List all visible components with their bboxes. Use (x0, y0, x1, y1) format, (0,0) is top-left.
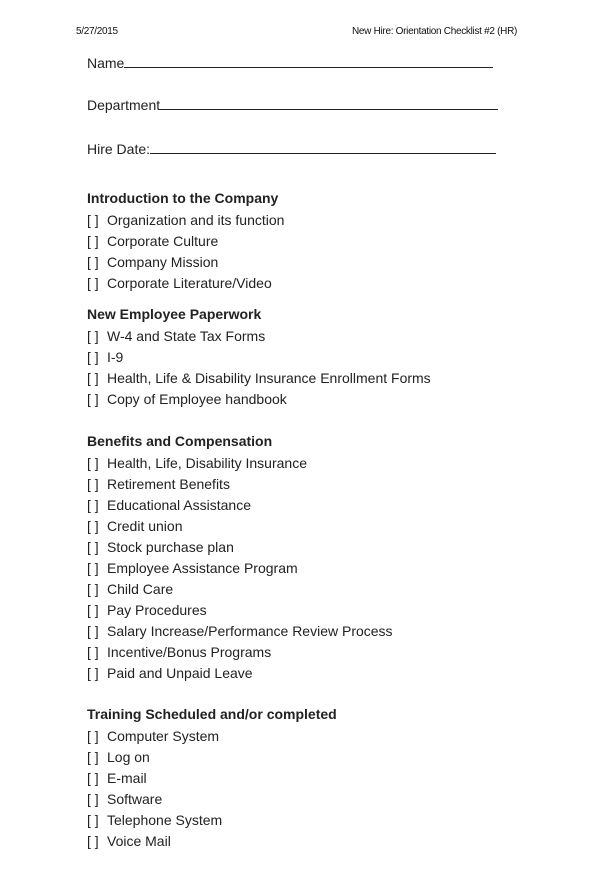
checklist-item[interactable] (87, 579, 393, 600)
checklist-item-label: Health, Life, Disability Insurance (107, 455, 307, 471)
checklist-item[interactable] (87, 558, 393, 579)
checkbox[interactable]: [ ] (87, 581, 99, 597)
checklist-item-label: Incentive/Bonus Programs (107, 644, 272, 660)
checklist-item-label: Computer System (107, 728, 220, 744)
checkbox[interactable]: [ ] (87, 275, 99, 291)
department-label: Department (87, 97, 161, 113)
checklist-item-label: Telephone System (107, 812, 223, 828)
section-training (87, 704, 337, 852)
checkbox[interactable]: [ ] (87, 455, 99, 471)
checklist-item[interactable] (87, 347, 431, 368)
hire-date-blank-line[interactable] (150, 139, 496, 154)
checkbox[interactable]: [ ] (87, 833, 99, 849)
checklist-item-label: Employee Assistance Program (107, 560, 298, 576)
checklist-item-label: Software (107, 791, 163, 807)
checklist-item-label: I-9 (107, 349, 124, 365)
document-header-title: New Hire: Orientation Checklist #2 (HR) (352, 26, 518, 37)
checklist-item[interactable] (87, 768, 337, 789)
checkbox[interactable]: [ ] (87, 623, 99, 639)
checklist-item-label: Educational Assistance (107, 497, 251, 513)
checklist-item[interactable] (87, 810, 337, 831)
checkbox[interactable]: [ ] (87, 812, 99, 828)
name-label: Name (87, 55, 125, 71)
checklist-item[interactable] (87, 621, 393, 642)
checklist-item-label: Corporate Literature/Video (107, 275, 272, 291)
checkbox[interactable]: [ ] (87, 539, 99, 555)
department-blank-line[interactable] (160, 95, 498, 110)
print-date: 5/27/2015 (76, 26, 118, 37)
checkbox[interactable]: [ ] (87, 370, 99, 386)
checklist-item-label: Corporate Culture (107, 233, 219, 249)
checklist-item-label: E-mail (107, 770, 147, 786)
checkbox[interactable]: [ ] (87, 254, 99, 270)
checklist-item[interactable] (87, 537, 393, 558)
checklist-item[interactable] (87, 231, 284, 252)
checklist-item[interactable] (87, 326, 431, 347)
checklist-item[interactable] (87, 789, 337, 810)
checklist-item-label: Credit union (107, 518, 183, 534)
checklist-item-label: Salary Increase/Performance Review Process (107, 623, 393, 639)
section-heading: New Employee Paperwork (87, 306, 262, 322)
name-field[interactable] (87, 53, 493, 72)
checklist-item[interactable] (87, 600, 393, 621)
checkbox[interactable]: [ ] (87, 328, 99, 344)
checklist-item[interactable] (87, 389, 431, 410)
checklist-item[interactable] (87, 453, 393, 474)
checklist-item-label: Copy of Employee handbook (107, 391, 287, 407)
checklist-item-label: Organization and its function (107, 212, 285, 228)
checklist-item-label: Paid and Unpaid Leave (107, 665, 253, 681)
checkbox[interactable]: [ ] (87, 560, 99, 576)
checkbox[interactable]: [ ] (87, 665, 99, 681)
checklist-item[interactable] (87, 747, 337, 768)
checkbox[interactable]: [ ] (87, 518, 99, 534)
section-heading: Benefits and Compensation (87, 433, 273, 449)
hire-date-field[interactable] (87, 139, 496, 158)
checkbox[interactable]: [ ] (87, 212, 99, 228)
checklist-item-label: Child Care (107, 581, 174, 597)
checkbox[interactable]: [ ] (87, 791, 99, 807)
hire-date-label: Hire Date: (87, 141, 151, 157)
checklist-item[interactable] (87, 474, 393, 495)
checkbox[interactable]: [ ] (87, 497, 99, 513)
checklist-item[interactable] (87, 252, 284, 273)
checklist-item[interactable] (87, 516, 393, 537)
name-blank-line[interactable] (124, 53, 493, 68)
checkbox[interactable]: [ ] (87, 644, 99, 660)
checklist-item[interactable] (87, 663, 393, 684)
checklist-item[interactable] (87, 368, 431, 389)
checklist-item[interactable] (87, 726, 337, 747)
checklist-item-label: Log on (107, 749, 150, 765)
checklist-item-label: Stock purchase plan (107, 539, 234, 555)
section-heading: Training Scheduled and/or completed (87, 706, 337, 722)
checkbox[interactable]: [ ] (87, 770, 99, 786)
section-heading: Introduction to the Company (87, 190, 279, 206)
checkbox[interactable]: [ ] (87, 476, 99, 492)
checklist-item-label: Retirement Benefits (107, 476, 230, 492)
department-field[interactable] (87, 95, 498, 114)
checklist-item-label: Pay Procedures (107, 602, 207, 618)
checklist-item[interactable] (87, 495, 393, 516)
checkbox[interactable]: [ ] (87, 728, 99, 744)
checkbox[interactable]: [ ] (87, 391, 99, 407)
checkbox[interactable]: [ ] (87, 349, 99, 365)
section-benefits (87, 431, 393, 684)
checklist-item[interactable] (87, 642, 393, 663)
checkbox[interactable]: [ ] (87, 602, 99, 618)
checklist-item-label: Voice Mail (107, 833, 171, 849)
checklist-item[interactable] (87, 273, 284, 294)
checkbox[interactable]: [ ] (87, 749, 99, 765)
section-paperwork (87, 304, 431, 410)
checklist-item[interactable] (87, 831, 337, 852)
checklist-item-label: Health, Life & Disability Insurance Enrollment Forms (107, 370, 431, 386)
checklist-item[interactable] (87, 210, 284, 231)
checkbox[interactable]: [ ] (87, 233, 99, 249)
section-introduction (87, 188, 284, 294)
checklist-item-label: Company Mission (107, 254, 219, 270)
checklist-item-label: W-4 and State Tax Forms (107, 328, 266, 344)
